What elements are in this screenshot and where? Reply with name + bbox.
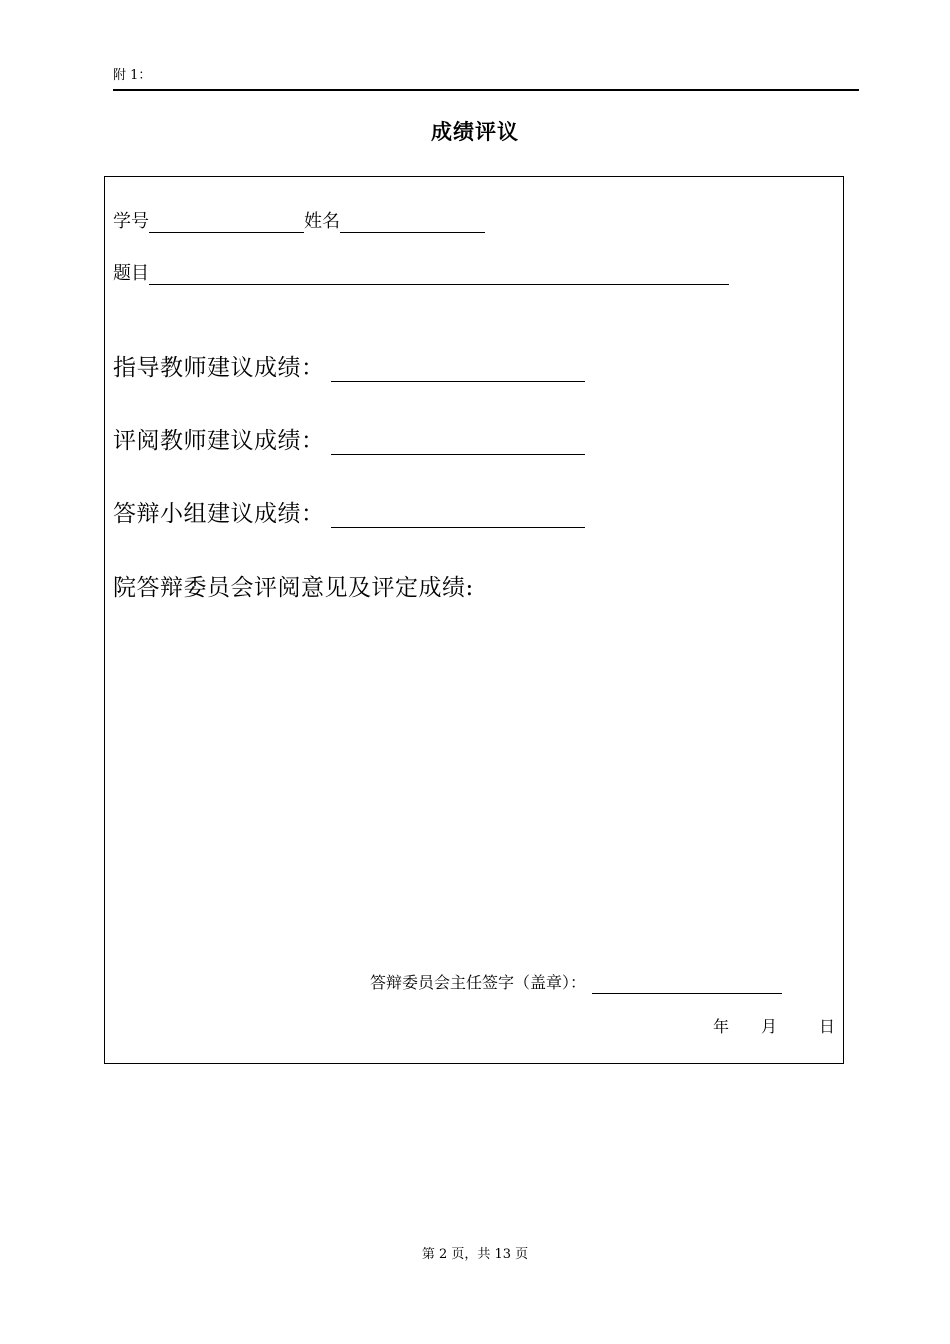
advisor-grade-row bbox=[113, 354, 585, 382]
panel-grade-row bbox=[113, 500, 585, 528]
topic-field[interactable] bbox=[149, 262, 729, 285]
panel-grade-label: 答辩小组建议成绩： bbox=[113, 501, 325, 527]
header-rule bbox=[113, 89, 859, 91]
student-info-row bbox=[113, 210, 485, 233]
reviewer-grade-label: 评阅教师建议成绩： bbox=[113, 428, 325, 454]
attachment-label: 附 1： bbox=[113, 68, 152, 83]
name-field[interactable] bbox=[340, 210, 485, 233]
reviewer-grade-field[interactable] bbox=[331, 428, 585, 455]
topic-row bbox=[113, 262, 729, 285]
panel-grade-field[interactable] bbox=[331, 501, 585, 528]
page-title: 成绩评议 bbox=[431, 119, 519, 144]
signature-field[interactable] bbox=[592, 973, 782, 994]
signature-label: 答辩委员会主任签字（盖章）： bbox=[370, 973, 587, 992]
topic-label: 题目 bbox=[113, 263, 149, 284]
advisor-grade-field[interactable] bbox=[331, 355, 585, 382]
signature-row bbox=[370, 972, 782, 994]
date-month-label: 月 bbox=[761, 1017, 778, 1036]
student-id-field[interactable] bbox=[149, 210, 304, 233]
student-id-label: 学号 bbox=[113, 211, 149, 232]
date-day-label: 日 bbox=[819, 1017, 836, 1036]
date-year-label: 年 bbox=[713, 1017, 730, 1036]
advisor-grade-label: 指导教师建议成绩： bbox=[113, 355, 325, 381]
committee-opinion-label: 院答辩委员会评阅意见及评定成绩: bbox=[113, 575, 474, 601]
name-label: 姓名 bbox=[304, 211, 340, 232]
page-number: 第 2 页，共 13 页 bbox=[421, 1247, 529, 1262]
reviewer-grade-row bbox=[113, 427, 585, 455]
grade-review-form bbox=[104, 176, 844, 1064]
